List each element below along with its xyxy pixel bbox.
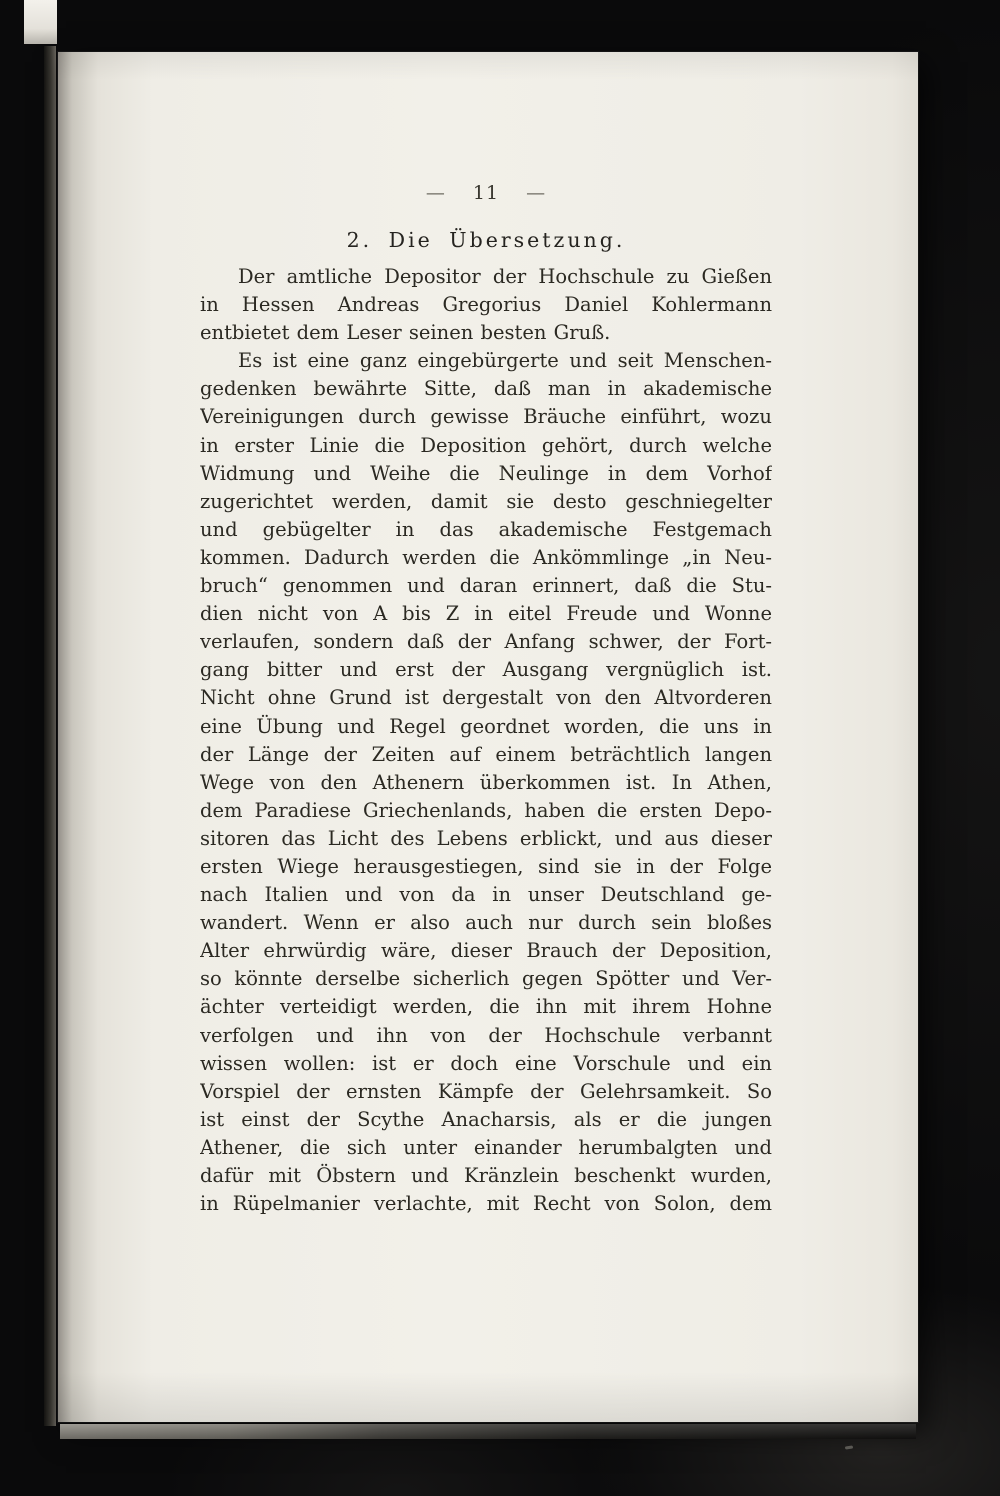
page-bottom-edge bbox=[60, 1424, 916, 1439]
text-line: nach Italien und von da in unser Deutschland ge- bbox=[200, 883, 772, 907]
paragraph bbox=[200, 347, 772, 1218]
text-line: ist einst der Scythe Anacharsis, als er die jungen bbox=[200, 1107, 772, 1131]
text-line: so könnte derselbe sicherlich gegen Spötter und Ver- bbox=[200, 967, 772, 991]
text-line: und gebügelter in das akademische Festgemach bbox=[200, 517, 772, 541]
text-line: bruch“ genommen und daran erinnert, daß die Stu- bbox=[200, 574, 772, 598]
text-line: Nicht ohne Grund ist dergestalt von den Altvorderen bbox=[200, 686, 772, 710]
text-line: gang bitter und erst der Ausgang vergnüglich ist. bbox=[200, 658, 772, 682]
paragraphs-container bbox=[200, 263, 772, 1218]
page-number-dash-right: — bbox=[526, 182, 547, 204]
text-line: Alter ehrwürdig wäre, dieser Brauch der Deposition, bbox=[200, 939, 772, 963]
text-line: Wege von den Athenern überkommen ist. In Athen, bbox=[200, 770, 772, 794]
text-line: Vereinigungen durch gewisse Bräuche einführt, wozu bbox=[200, 405, 772, 429]
paragraph bbox=[200, 263, 772, 347]
text-line: ächter verteidigt werden, die ihn mit ihrem Hohne bbox=[200, 995, 772, 1019]
adjacent-page-edge bbox=[24, 0, 57, 44]
text-line: verfolgen und ihn von der Hochschule verbannt bbox=[200, 1023, 772, 1047]
page-header bbox=[200, 182, 772, 204]
page-stack-edge bbox=[44, 46, 56, 1426]
text-line: in Rüpelmanier verlachte, mit Recht von Solon, dem bbox=[200, 1192, 772, 1216]
text-line: Vorspiel der ernsten Kämpfe der Gelehrsamkeit. So bbox=[200, 1079, 772, 1103]
section-heading: 2. Die Übersetzung. bbox=[346, 228, 626, 252]
text-line: Athener, die sich unter einander herumbalgten und bbox=[200, 1135, 772, 1159]
text-line: dien nicht von A bis Z in eitel Freude und Wonne bbox=[200, 602, 772, 626]
text-line: in Hessen Andreas Gregorius Daniel Kohlermann bbox=[200, 293, 772, 317]
text-line: wandert. Wenn er also auch nur durch sein bloßes bbox=[200, 911, 772, 935]
text-line: wissen wollen: ist er doch eine Vorschule und ein bbox=[200, 1051, 772, 1075]
text-line: zugerichtet werden, damit sie desto geschniegelter bbox=[200, 489, 772, 513]
text-line: Widmung und Weihe die Neulinge in dem Vorhof bbox=[200, 461, 772, 485]
text-line: gedenken bewährte Sitte, daß man in akademische bbox=[200, 377, 772, 401]
text-line: ersten Wiege herausgestiegen, sind sie in der Folge bbox=[200, 854, 772, 878]
page-number-dash-left: — bbox=[425, 182, 446, 204]
text-line: eine Übung und Regel geordnet worden, die uns in bbox=[200, 714, 772, 738]
text-line: sitoren das Licht des Lebens erblickt, und aus dieser bbox=[200, 826, 772, 850]
text-line: dem Paradiese Griechenlands, haben die ersten Depo- bbox=[200, 798, 772, 822]
text-line: dafür mit Öbstern und Kränzlein beschenkt wurden, bbox=[200, 1164, 772, 1187]
text-line: in erster Linie die Deposition gehört, durch welche bbox=[200, 433, 772, 457]
text-line: verlaufen, sondern daß der Anfang schwer, der Fort- bbox=[200, 630, 772, 654]
text-line: kommen. Dadurch werden die Ankömmlinge „in Neu- bbox=[200, 545, 772, 569]
text-line: der Länge der Zeiten auf einem beträchtlich langen bbox=[200, 742, 772, 766]
page-number: 11 bbox=[472, 182, 500, 204]
text-line: Der amtliche Depositor der Hochschule zu Gießen bbox=[238, 265, 772, 288]
text-block bbox=[200, 182, 772, 1218]
text-line: entbietet dem Leser seinen besten Gruß. bbox=[200, 321, 611, 345]
book-page bbox=[58, 52, 918, 1422]
text-line: Es ist eine ganz eingebürgerte und seit Menschen- bbox=[238, 349, 772, 373]
